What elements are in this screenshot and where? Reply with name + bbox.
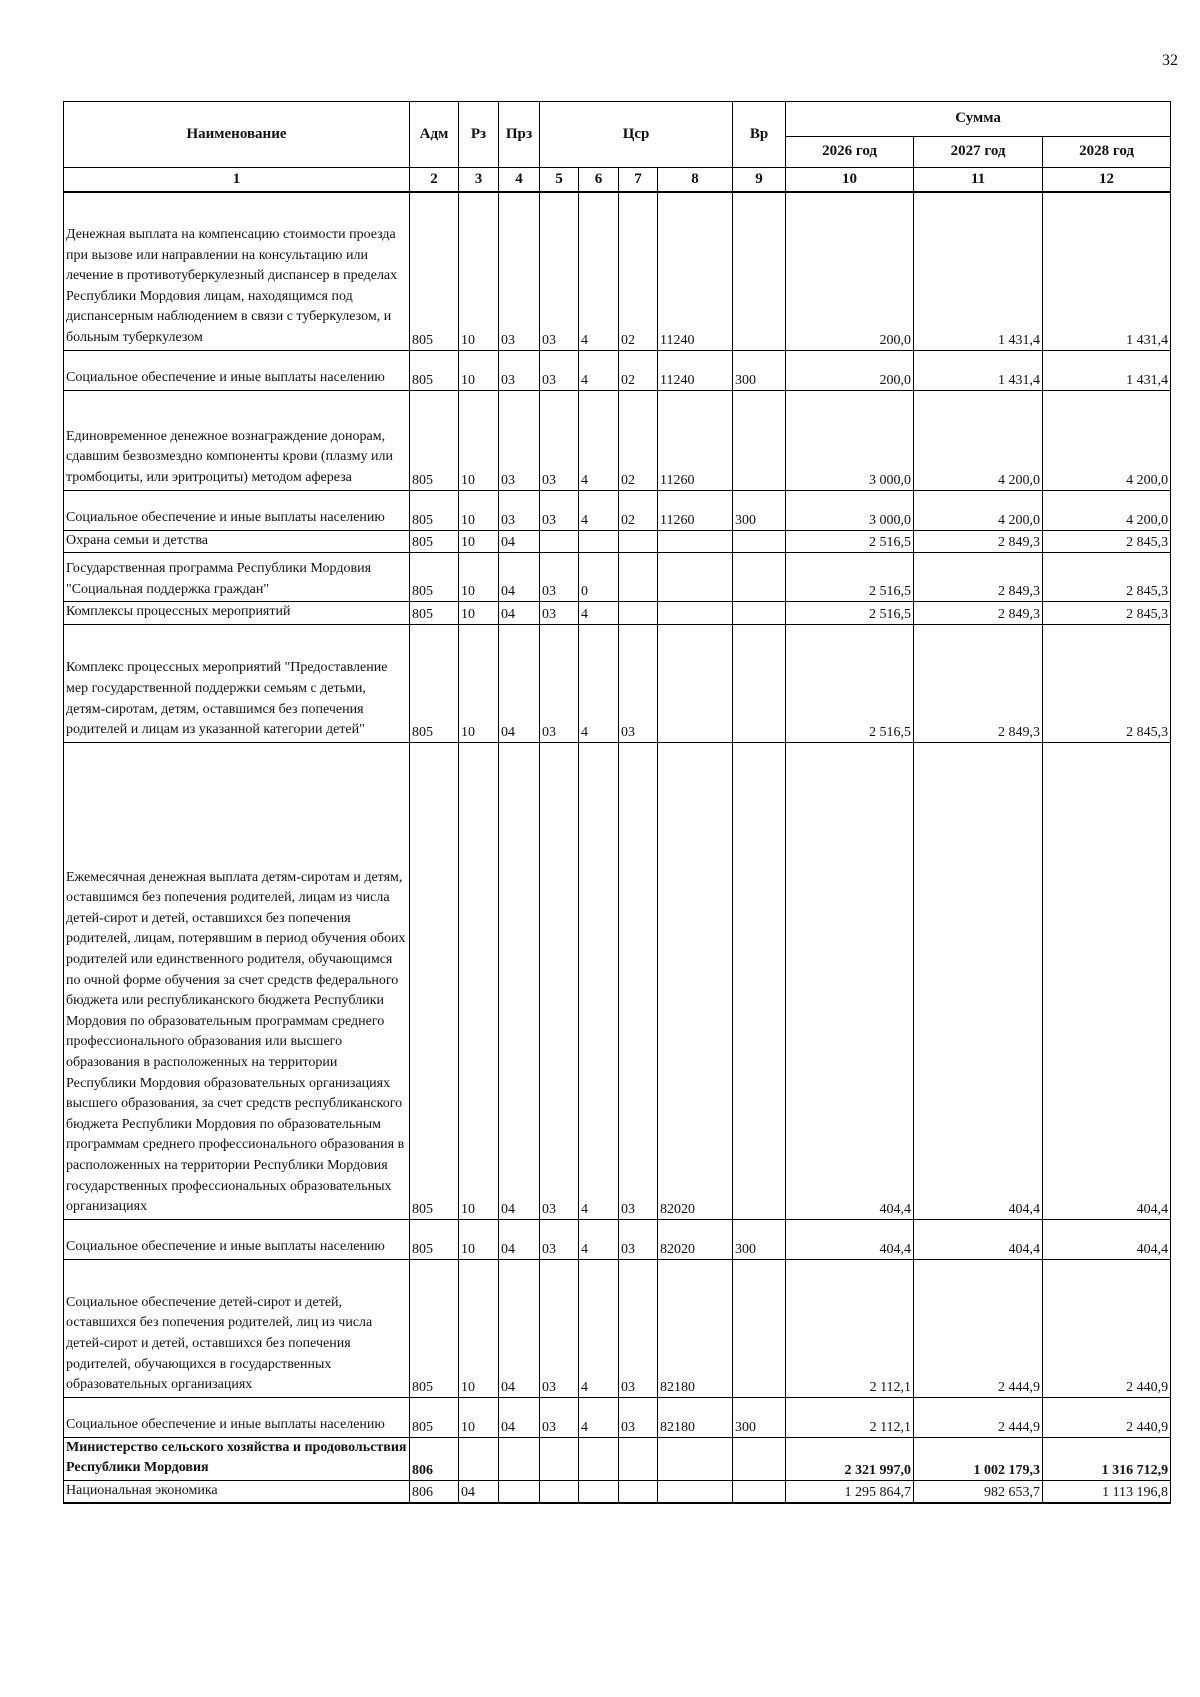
- row-csr-program: 03: [540, 1259, 579, 1397]
- row-csr-type: 4: [579, 192, 619, 350]
- row-sum-2027: 1 002 179,3: [914, 1437, 1043, 1480]
- row-sum-2028: 2 845,3: [1043, 553, 1171, 602]
- row-name: Комплекс процессных мероприятий "Предоставление мер государственной поддержки семьям с детьми, детям-сиротам, детям, оставшимся без попечения родителей и лицам из указанной категории детей": [64, 624, 410, 742]
- row-name: Социальное обеспечение и иные выплаты населению: [64, 1397, 410, 1437]
- row-adm: 805: [410, 1259, 459, 1397]
- row-adm: 805: [410, 1219, 459, 1259]
- row-sum-2026: 2 516,5: [786, 602, 914, 625]
- column-number: 5: [540, 168, 579, 193]
- row-csr-program: 03: [540, 624, 579, 742]
- row-sum-2028: 2 440,9: [1043, 1259, 1171, 1397]
- row-prz: [499, 1437, 540, 1480]
- row-name: Социальное обеспечение детей-сирот и детей, оставшихся без попечения родителей, лиц из числа детей-сирот и детей, оставшихся без попечения родителей, обучающихся в государственных образовательных организациях: [64, 1259, 410, 1397]
- row-rz: 10: [459, 553, 499, 602]
- row-name: Единовременное денежное вознаграждение донорам, сдавшим безвозмездно компоненты крови (плазму или тромбоциты, или эритроциты) методом афереза: [64, 390, 410, 490]
- row-csr-type: 0: [579, 553, 619, 602]
- row-csr-structure: 03: [619, 624, 658, 742]
- row-sum-2026: 3 000,0: [786, 390, 914, 490]
- row-prz: 04: [499, 553, 540, 602]
- row-prz: 03: [499, 490, 540, 530]
- row-prz: 04: [499, 602, 540, 625]
- header-vr: Вр: [733, 102, 786, 168]
- table-row: [64, 490, 1171, 530]
- row-csr-program: 03: [540, 742, 579, 1219]
- row-vr: [733, 742, 786, 1219]
- column-number: 9: [733, 168, 786, 193]
- row-csr-program: 03: [540, 553, 579, 602]
- row-csr-type: 4: [579, 1397, 619, 1437]
- row-sum-2028: 1 431,4: [1043, 350, 1171, 390]
- column-number: 8: [658, 168, 733, 193]
- row-rz: 10: [459, 192, 499, 350]
- row-csr-program: 03: [540, 350, 579, 390]
- row-csr-direction: [658, 530, 733, 553]
- row-sum-2028: 4 200,0: [1043, 390, 1171, 490]
- row-csr-structure: 02: [619, 192, 658, 350]
- row-vr: [733, 1437, 786, 1480]
- row-prz: 04: [499, 530, 540, 553]
- row-prz: 04: [499, 1259, 540, 1397]
- row-sum-2027: 404,4: [914, 742, 1043, 1219]
- row-adm: 805: [410, 350, 459, 390]
- row-csr-direction: 11240: [658, 192, 733, 350]
- budget-table: [63, 101, 1171, 1504]
- row-adm: 806: [410, 1480, 459, 1503]
- row-name: Государственная программа Республики Мордовия "Социальная поддержка граждан": [64, 553, 410, 602]
- row-sum-2027: 1 431,4: [914, 192, 1043, 350]
- row-vr: [733, 530, 786, 553]
- row-csr-type: 4: [579, 490, 619, 530]
- row-adm: 805: [410, 490, 459, 530]
- row-csr-type: [579, 530, 619, 553]
- row-csr-structure: [619, 602, 658, 625]
- column-number: 11: [914, 168, 1043, 193]
- row-csr-program: [540, 1437, 579, 1480]
- row-name: Ежемесячная денежная выплата детям-сиротам и детям, оставшимся без попечения родителей, лицам из числа детей-сирот и детей, оставшихся без попечения родителей, лицам, потерявшим в период обучения обоих родителей или единственного родителя, обучающимся по очной форме обучения за счет средств федерального бюджета или республиканского бюджета Республики Мордовия по образовательным программам среднего профессионального образования или высшего образования в расположенных на территории Республики Мордовия образовательных организациях высшего образования, за счет средств республиканского бюджета Республики Мордовия по образовательным программам среднего профессионального образования в расположенных на территории Республики Мордовия государственных профессиональных образовательных организациях: [64, 742, 410, 1219]
- row-csr-structure: [619, 1437, 658, 1480]
- row-sum-2028: 404,4: [1043, 1219, 1171, 1259]
- row-csr-program: 03: [540, 602, 579, 625]
- row-adm: 806: [410, 1437, 459, 1480]
- table-row: [64, 350, 1171, 390]
- row-name: Социальное обеспечение и иные выплаты населению: [64, 1219, 410, 1259]
- row-csr-program: [540, 1480, 579, 1503]
- row-sum-2027: 2 849,3: [914, 624, 1043, 742]
- row-csr-direction: 11240: [658, 350, 733, 390]
- row-csr-type: [579, 1480, 619, 1503]
- row-csr-direction: 11260: [658, 490, 733, 530]
- column-number: 10: [786, 168, 914, 193]
- row-prz: 03: [499, 192, 540, 350]
- row-name: Министерство сельского хозяйства и продовольствия Республики Мордовия: [64, 1437, 410, 1480]
- row-name: Социальное обеспечение и иные выплаты населению: [64, 490, 410, 530]
- row-rz: 10: [459, 1397, 499, 1437]
- column-number: 6: [579, 168, 619, 193]
- row-rz: 10: [459, 490, 499, 530]
- row-csr-program: 03: [540, 1219, 579, 1259]
- row-csr-structure: 02: [619, 350, 658, 390]
- row-csr-type: 4: [579, 624, 619, 742]
- row-sum-2026: 3 000,0: [786, 490, 914, 530]
- table-row: [64, 742, 1171, 1219]
- row-sum-2027: 2 444,9: [914, 1259, 1043, 1397]
- row-adm: 805: [410, 1397, 459, 1437]
- row-adm: 805: [410, 530, 459, 553]
- table-row: [64, 1259, 1171, 1397]
- header-csr: Цср: [540, 102, 733, 168]
- row-csr-type: 4: [579, 350, 619, 390]
- column-number: 4: [499, 168, 540, 193]
- table-row: [64, 553, 1171, 602]
- row-csr-type: 4: [579, 1219, 619, 1259]
- column-number: 3: [459, 168, 499, 193]
- row-csr-program: 03: [540, 490, 579, 530]
- row-sum-2027: 2 444,9: [914, 1397, 1043, 1437]
- row-rz: 04: [459, 1480, 499, 1503]
- row-sum-2028: 2 845,3: [1043, 530, 1171, 553]
- row-vr: [733, 602, 786, 625]
- table-row: [64, 192, 1171, 350]
- row-sum-2026: 2 112,1: [786, 1397, 914, 1437]
- row-csr-structure: 03: [619, 1259, 658, 1397]
- row-vr: 300: [733, 350, 786, 390]
- row-rz: 10: [459, 602, 499, 625]
- row-sum-2027: 4 200,0: [914, 390, 1043, 490]
- row-sum-2026: 404,4: [786, 1219, 914, 1259]
- row-vr: [733, 1480, 786, 1503]
- row-csr-type: 4: [579, 390, 619, 490]
- row-csr-program: 03: [540, 1397, 579, 1437]
- table-row: [64, 1219, 1171, 1259]
- row-sum-2026: 404,4: [786, 742, 914, 1219]
- header-year-2027: 2027 год: [914, 137, 1043, 168]
- row-csr-direction: [658, 553, 733, 602]
- row-rz: 10: [459, 1259, 499, 1397]
- row-csr-direction: 82180: [658, 1397, 733, 1437]
- column-number: 1: [64, 168, 410, 193]
- header-name: Наименование: [64, 102, 410, 168]
- row-sum-2026: 2 516,5: [786, 624, 914, 742]
- header-rz: Рз: [459, 102, 499, 168]
- row-csr-structure: [619, 1480, 658, 1503]
- row-sum-2027: 2 849,3: [914, 553, 1043, 602]
- row-csr-program: [540, 530, 579, 553]
- row-csr-structure: [619, 553, 658, 602]
- row-csr-type: 4: [579, 602, 619, 625]
- row-name: Комплексы процессных мероприятий: [64, 602, 410, 625]
- row-csr-program: 03: [540, 390, 579, 490]
- row-name: Денежная выплата на компенсацию стоимости проезда при вызове или направлении на консультацию или лечение в противотуберкулезный диспансер в пределах Республики Мордовия лицам, находящимся под диспансерным наблюдением в связи с туберкулезом, и больным туберкулезом: [64, 192, 410, 350]
- row-vr: [733, 390, 786, 490]
- row-csr-structure: 02: [619, 390, 658, 490]
- row-sum-2027: 404,4: [914, 1219, 1043, 1259]
- row-prz: 04: [499, 742, 540, 1219]
- row-sum-2026: 2 516,5: [786, 553, 914, 602]
- row-sum-2026: 2 112,1: [786, 1259, 914, 1397]
- row-sum-2028: 1 431,4: [1043, 192, 1171, 350]
- table-row: [64, 530, 1171, 553]
- row-adm: 805: [410, 624, 459, 742]
- row-sum-2027: 1 431,4: [914, 350, 1043, 390]
- row-csr-structure: 03: [619, 1219, 658, 1259]
- row-rz: [459, 1437, 499, 1480]
- table-row: [64, 624, 1171, 742]
- header-year-2026: 2026 год: [786, 137, 914, 168]
- header-year-2028: 2028 год: [1043, 137, 1171, 168]
- row-sum-2026: 2 321 997,0: [786, 1437, 914, 1480]
- table-row: [64, 602, 1171, 625]
- row-vr: [733, 1259, 786, 1397]
- row-csr-direction: 82180: [658, 1259, 733, 1397]
- row-sum-2028: 404,4: [1043, 742, 1171, 1219]
- row-csr-type: [579, 1437, 619, 1480]
- row-name: Охрана семьи и детства: [64, 530, 410, 553]
- row-prz: [499, 1480, 540, 1503]
- row-sum-2027: 2 849,3: [914, 530, 1043, 553]
- row-sum-2028: 1 113 196,8: [1043, 1480, 1171, 1503]
- row-csr-structure: 02: [619, 490, 658, 530]
- row-vr: [733, 553, 786, 602]
- row-sum-2027: 4 200,0: [914, 490, 1043, 530]
- row-sum-2028: 2 440,9: [1043, 1397, 1171, 1437]
- row-csr-direction: [658, 624, 733, 742]
- row-vr: [733, 624, 786, 742]
- header-sum: Сумма: [786, 102, 1171, 137]
- row-vr: 300: [733, 490, 786, 530]
- row-csr-type: 4: [579, 1259, 619, 1397]
- row-adm: 805: [410, 390, 459, 490]
- header-adm: Адм: [410, 102, 459, 168]
- row-csr-type: 4: [579, 742, 619, 1219]
- row-rz: 10: [459, 350, 499, 390]
- header-prz: Прз: [499, 102, 540, 168]
- row-csr-direction: [658, 1437, 733, 1480]
- row-name: Социальное обеспечение и иные выплаты населению: [64, 350, 410, 390]
- row-sum-2028: 2 845,3: [1043, 624, 1171, 742]
- row-sum-2027: 2 849,3: [914, 602, 1043, 625]
- column-number: 12: [1043, 168, 1171, 193]
- table-row: [64, 1437, 1171, 1480]
- row-sum-2028: 2 845,3: [1043, 602, 1171, 625]
- row-adm: 805: [410, 602, 459, 625]
- row-adm: 805: [410, 192, 459, 350]
- row-prz: 04: [499, 1219, 540, 1259]
- row-sum-2026: 200,0: [786, 192, 914, 350]
- row-rz: 10: [459, 742, 499, 1219]
- row-sum-2026: 200,0: [786, 350, 914, 390]
- row-csr-direction: 82020: [658, 1219, 733, 1259]
- row-csr-direction: 11260: [658, 390, 733, 490]
- table-row: [64, 1480, 1171, 1503]
- column-numbers-row: [64, 168, 1171, 193]
- row-rz: 10: [459, 530, 499, 553]
- row-sum-2027: 982 653,7: [914, 1480, 1043, 1503]
- row-csr-direction: [658, 1480, 733, 1503]
- row-sum-2026: 1 295 864,7: [786, 1480, 914, 1503]
- table-body: [64, 192, 1171, 1503]
- row-csr-structure: 03: [619, 742, 658, 1219]
- row-adm: 805: [410, 742, 459, 1219]
- row-name: Национальная экономика: [64, 1480, 410, 1503]
- row-vr: 300: [733, 1397, 786, 1437]
- row-prz: 03: [499, 350, 540, 390]
- row-csr-direction: 82020: [658, 742, 733, 1219]
- row-rz: 10: [459, 390, 499, 490]
- table-row: [64, 390, 1171, 490]
- column-number: 7: [619, 168, 658, 193]
- row-csr-direction: [658, 602, 733, 625]
- row-csr-program: 03: [540, 192, 579, 350]
- row-rz: 10: [459, 1219, 499, 1259]
- row-vr: 300: [733, 1219, 786, 1259]
- row-sum-2028: 4 200,0: [1043, 490, 1171, 530]
- row-vr: [733, 192, 786, 350]
- table-row: [64, 1397, 1171, 1437]
- row-prz: 04: [499, 624, 540, 742]
- row-rz: 10: [459, 624, 499, 742]
- row-sum-2026: 2 516,5: [786, 530, 914, 553]
- row-prz: 03: [499, 390, 540, 490]
- column-number: 2: [410, 168, 459, 193]
- row-adm: 805: [410, 553, 459, 602]
- page-number: 32: [1162, 52, 1178, 69]
- row-sum-2028: 1 316 712,9: [1043, 1437, 1171, 1480]
- row-csr-structure: [619, 530, 658, 553]
- row-csr-structure: 03: [619, 1397, 658, 1437]
- row-prz: 04: [499, 1397, 540, 1437]
